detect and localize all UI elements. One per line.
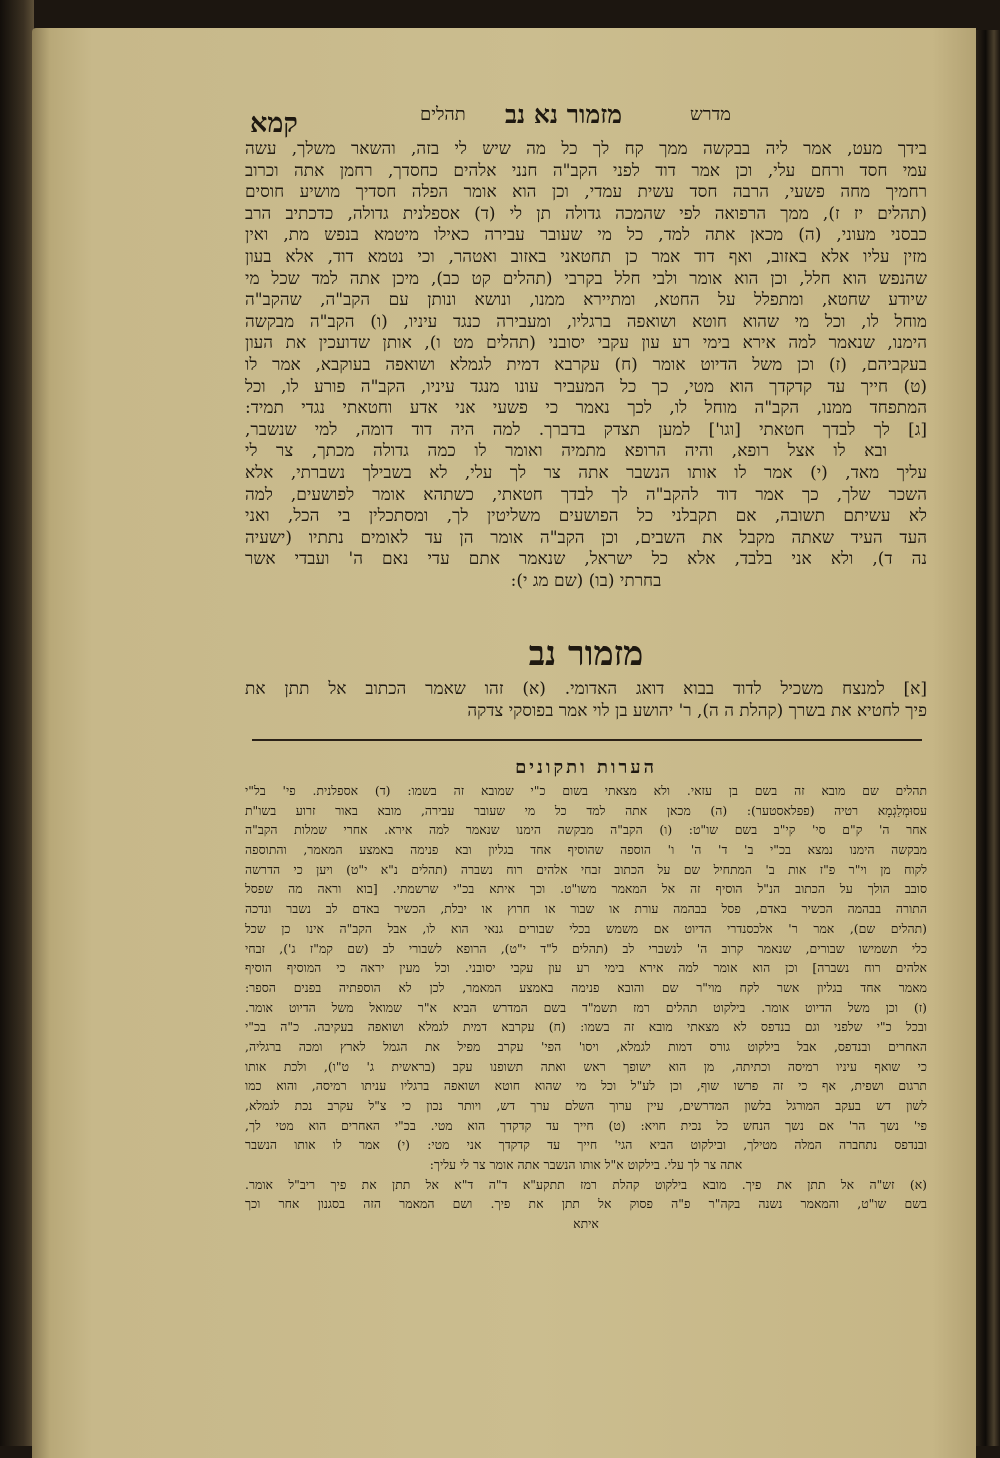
text-line: השכר שלך, כך אמר דוד להקב"ה לך לבדך חטאתי, כשתהא אומר לפושעים, למה xyxy=(245,484,927,505)
divider-rule xyxy=(252,739,922,741)
book-left-edge xyxy=(0,0,34,1446)
text-line: האחרים ובנדפס, אבל בילקוט גורס דמות לגמלא, ויסו' הפי' עקרב מפיל את הגמל לארץ ומכה ברגליה, xyxy=(245,1038,927,1054)
text-line: נה ד), ולא אני בלבד, אלא כל ישראל, שנאמר אתם עדי נאם ה' ועבדי אשר xyxy=(245,549,927,570)
text-line: רחמיך מחה פשעי, הרבה חסד עשית עמדי, וכן הוא אומר הפלה חסדיך מושיע חוסים xyxy=(245,182,927,203)
page-number: קמא xyxy=(250,108,298,139)
text-line: תרגום ושפית, אף כי זה פרשו שוף, וכן לע"ל וכל מי שהוא חוטא ושואפה ברגליו עניתו רמיסה, והוא כמו xyxy=(245,1078,927,1094)
text-line: ובא לו אצל רופא, והיה הרופא מתמיה ואומר לו כמה גדולה מכתך, צר לי xyxy=(245,441,887,462)
text-line: עליך מאד, (י) אמר לו אותו הנשבר אתה צר לך עלי, לא בשבילך נשברתי, אלא xyxy=(245,462,927,483)
text-line: ובנדפס נתחברה המלה מטילך, ובילקוט הביא הגי' חייך עד קדקדך אני מטי: (י) אמר לו אותו הנשבר xyxy=(245,1137,927,1153)
text-line: מאמר אחד בגליון אשר לקח מוי"ר שם והובא פנימה באמצע המאמר, לכן לא הוספתיה בפנים הספר: xyxy=(245,979,927,995)
psalm-title: מזמור נב xyxy=(528,634,644,674)
header-work: תהלים xyxy=(420,104,466,125)
text-line: כלי תשמישו שבורים, שנאמר קרוב ה' לנשברי לב (תהלים ל"ד י"ט), הרופא לשבורי לב (שם קמ"ז ג'), זבחי xyxy=(245,940,927,956)
main-text xyxy=(245,139,927,592)
text-line: (ט) חייך עד קדקדך הוא מטי, כך כל המעביר עונו מנגד עיניו, הקב"ה פורע לו, וכל xyxy=(245,376,927,397)
text-line: עסוּמְלַגְמָא רטיה (פפלאסטער): (ה) מכאן אתה למד כל מי שעובר עבירה, מובא באור זרוע בשו"ת xyxy=(245,802,927,818)
text-line: לא עשיתם תשובה, אם תקבלני כל הפושעים משליטין לך, ומסתכלין בי הכל, ואני xyxy=(245,506,927,527)
text-line: העד העיד שאתה מקבל את השבים, וכן הקב"ה אומר הן עד לאומים נתתיו (ישעיה xyxy=(245,527,927,548)
text-line: המתפחד ממנו, הקב"ה מוחל לו, לכך נאמר כי פשעי אני אדע וחטאתי נגדי תמיד: xyxy=(245,398,927,419)
text-line: מוחל לו, וכל מי שהוא חוטא ושואפה ברגליו, ומעבירה כנגד עיניו, (ו) הקב"ה מבקשה xyxy=(245,311,927,332)
text-line: ובכל כ"י שלפני וגם בנדפס לא מצאתי מובא זה בשמו: (ח) עקרבא דמית לגמלא ושואפה בעקיבה. כ"ה בכ"י xyxy=(245,1019,927,1035)
text-line: בידך מעט, אמר ליה בבקשה ממך קח לך כל מה שיש לי בזה, והשאר משלך, עשה xyxy=(245,139,927,159)
header-book: מדרש xyxy=(690,104,731,125)
text-line: [א] למנצח משכיל לדוד בבוא דואג האדומי. (א) זהו שאמר הכתוב אל תתן את xyxy=(245,679,927,699)
text-line: איתא xyxy=(573,1216,599,1232)
text-line: מבקשה הימנו נמצא בכ"י ב' ד' ה' ו' הוספה שהוסיף אחד בגליון ובא פנימה באמצע המאמר, והתוספה xyxy=(245,842,927,858)
text-line: עמי חסד ורחם עלי, וכן אמר דוד לפני הקב"ה חנני אלהים כחסדך, רחמן אתה וכרוב xyxy=(245,160,927,181)
text-line: אלהים רוח נשברה] וכן הוא אומר למה אירא בימי רע עון עקבי יסובני. וכל מעין יראה כי המוסיף הוסיף xyxy=(245,960,927,976)
text-line: הימנו, שנאמר למה אירא בימי רע עון עקבי יסובני (תהלים מט ו), אותן שדועכין את העון xyxy=(245,333,927,354)
text-line: כבסני מעוני, (ה) מכאן אתה למד, כל מי שעובר עבירה כאילו מיטמא בנפש מת, ואין xyxy=(245,225,927,246)
book-right-edge xyxy=(976,30,1000,1446)
psalm-text xyxy=(245,679,927,722)
text-line: פי' נשך הר' אם נשך הנחש כל נכית חויא: (ט) חייך עד קדקדך הוא מטי. בכ"י האחרים הוא מטי לך, xyxy=(245,1117,927,1133)
text-line: בחרתי (בו) (שם מג י): xyxy=(510,570,662,591)
text-line: לקוח מן וי"ר פ"ז אות ב' המתחיל שם על הכתוב זבחי אלהים רוח נשברה (תהלים נ"א י"ט) ויען כי הדרשה xyxy=(245,861,927,877)
text-line: תהלים שם מובא זה בשם בן עזאי. ולא מצאתי בשום כ"י שמובא זה בשמו: (ד) אספלנית. פי' בל"י xyxy=(245,783,927,798)
text-line: (תהלים שם), אמר ר' אלכסנדרי הדיוט אם משמש בכלי שבורים גנאי הוא לו, אבל הקב"ה אינו כן שכל xyxy=(245,920,927,936)
text-line: (תהלים יז ז), ממך הרפואה לפי שהמכה גדולה תן לי (ד) אספלנית גדולה, כדכתיב הרב xyxy=(245,203,927,224)
notes-heading: הערות ותקונים xyxy=(515,757,657,778)
text-line: בעקביהם, (ז) וכן משל הדיוט אומר (ח) עקרבא דמית לגמלא ושואפה בעוקבא, אמר לו xyxy=(245,354,927,375)
notes-text xyxy=(245,781,927,1234)
text-line: [ג] לך לבדך חטאתי [וגו'] למען תצדק בדברך. למה היה דוד דומה, למי שנשבר, xyxy=(245,419,927,440)
text-line: התורה בבהמה הכשיר באדם, פסל בבהמה עורת או שבור או חרוץ או יבלת, הכשיר באדם לב נשבר ונדכה xyxy=(245,901,927,917)
text-line: כי שואף עיניו רמיסה וכתיתה, מן הוא ישופך ראש ואתה תשופנו עקב (בראשית ג' ט"ו), ולכת אותו xyxy=(245,1058,927,1074)
text-line: אחר ה' ק"ם סי' קי"ב בשם שו"ט: (ו) הקב"ה מבקשה הימנו שנאמר למה אירא. אחרי שמלות הקב"ה xyxy=(245,822,927,838)
text-line: אתה צר לך עלי. בילקוט א"ל אותו הנשבר אתה אומר צר לי עליך: xyxy=(429,1157,743,1173)
text-line: (ז) וכן משל הדיוט אומר. בילקוט תהלים רמז תשמ"ד בשם המדרש הביא א"ר שמואל משל הדיוט אומר. xyxy=(245,999,927,1015)
text-line: מזין עליו אלא באזוב, ואף דוד אמר כן תחטאני באזוב ואטהר, וכי נטמא דוד, אלא בעון xyxy=(245,246,927,267)
header-section: מזמור נא נב xyxy=(505,100,623,129)
text-line: (א) זש"ה אל תתן את פיך. מובא בילקוט קהלת רמז תתקע"א ד"ה ד"א אל תתן את פיך ריב"ל אומר. xyxy=(245,1176,927,1192)
text-line: שיודע שחטא, ומתפלל על החטא, ומתיירא ממנו, ונושא ונותן עם הקב"ה, שהקב"ה xyxy=(245,290,927,311)
text-line: בשם שו"ט, והמאמר נשנה בקה"ר פ"ה פסוק אל תתן את פיך. ושם המאמר הזה בסגנון אחר וכך xyxy=(245,1196,927,1212)
text-line: שהנפש הוא חלל, וכן הוא אומר ולבי חלל בקרבי (תהלים קט כב), מיכן אתה למד שכל מי xyxy=(245,268,927,289)
text-line: סובב הולך על הכתוב הנ"ל הוסיף זה אל המאמר משו"ט. וכך איתא בכ"י שרשמתי. [בוא וראה מה שפסל xyxy=(245,881,927,897)
text-line: פיך לחטיא את בשרך (קהלת ה ה), ר' יהושע בן לוי אמר בפוסקי צדקה xyxy=(467,700,927,721)
text-line: לשון דש בעקב המורגל בלשון המדרשים, עיין ערוך השלם ערך דש, ויותר נכון כי צ"ל עקרב נכת לגמלא, xyxy=(245,1098,927,1113)
